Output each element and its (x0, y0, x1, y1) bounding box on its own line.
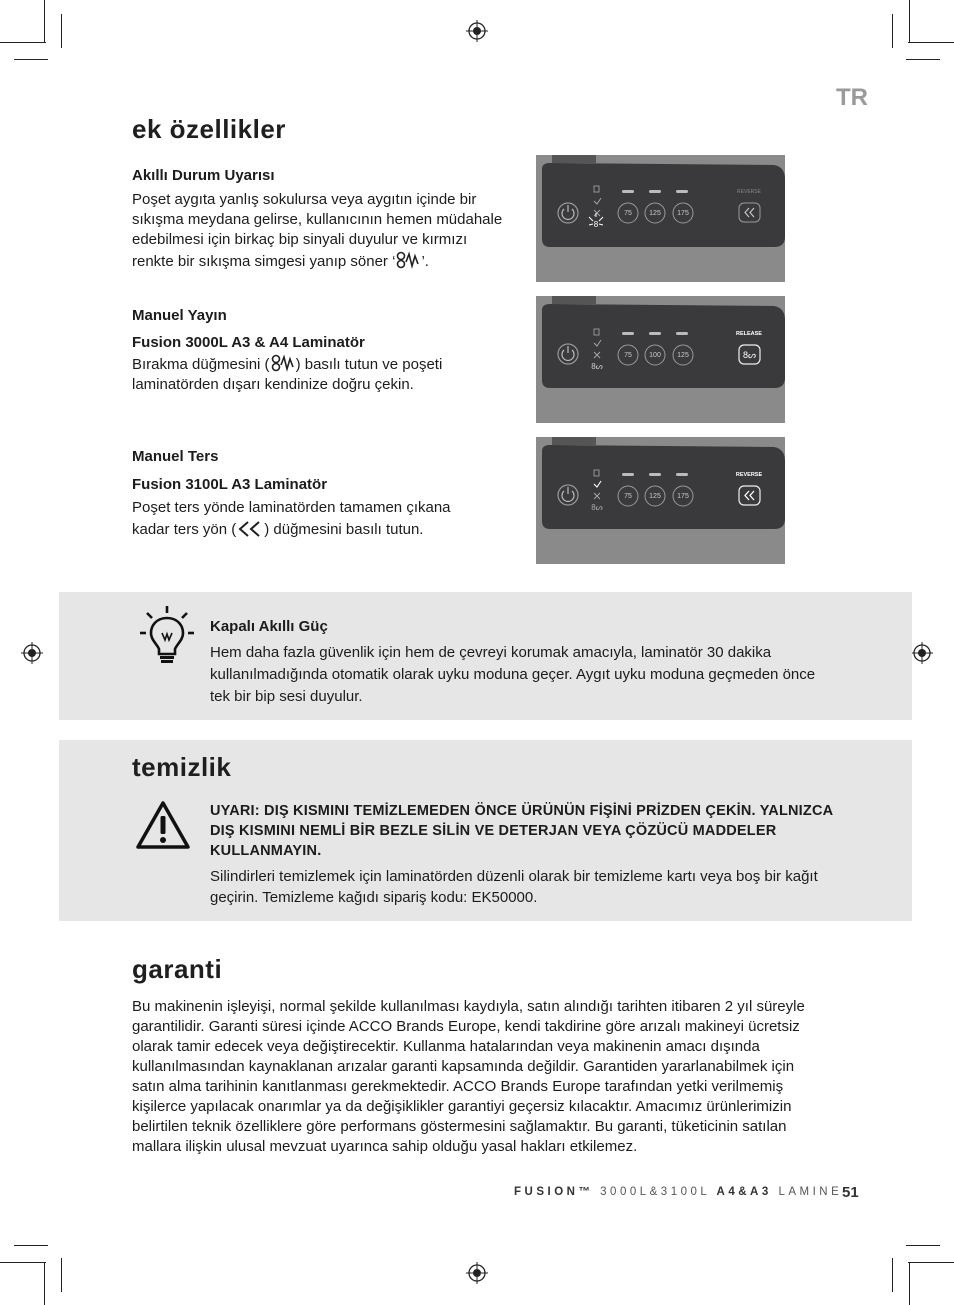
section-title-warranty: garanti (132, 954, 223, 984)
temp-label: 175 (677, 493, 689, 500)
manual-release-heading: Manuel Yayın (132, 307, 227, 324)
manual-reverse-text (132, 497, 477, 541)
footer-model: 3000L&3100L (593, 1186, 717, 1198)
right-label: REVERSE (737, 189, 761, 195)
language-tag: TR (836, 84, 868, 111)
temp-label: 125 (677, 352, 689, 359)
crop-mark (908, 1262, 954, 1263)
control-panel-image-3 (536, 437, 785, 564)
release-button-symbol: 8ᔕ (742, 350, 757, 360)
footer-sizes: A4&A3 (716, 1186, 772, 1198)
smart-power-off-text: Hem daha fazla güvenlik için hem de çevreyi korumak amacıyla, laminatör 30 dakika kullanılmadığında otomatik olarak uyku moduna geçer. Aygıt uyku moduna geçmeden önce tek bir bip sesi duyulur. (210, 644, 816, 705)
release-icon (270, 353, 296, 373)
jam-indicator-symbol: 8ᔕ (591, 503, 603, 512)
manual-release-text-a: Bırakma düğmesini ( (132, 356, 270, 373)
temp-label: 100 (649, 352, 661, 359)
jam-indicator-symbol: 8 (593, 220, 599, 229)
crop-mark (44, 0, 45, 42)
section-title-cleaning: temizlik (132, 752, 232, 782)
crop-mark (61, 14, 62, 48)
manual-reverse-heading: Manuel Ters (132, 448, 219, 465)
crop-mark (906, 59, 940, 60)
smart-status-text-a: Poşet aygıta yanlış sokulursa veya aygıtın içinde bir sıkışma meydana gelirse, kullanıcının hemen müdahale edebilmesi için birkaç bip sinyali duyulur ve kırmızı renkte bir sıkışma simgesi yanıp söner ‘ (132, 191, 503, 270)
footer-brand: FUSION™ (514, 1186, 594, 1198)
crop-mark (61, 1258, 62, 1292)
temp-label: 75 (624, 210, 632, 217)
right-label: RELEASE (736, 331, 762, 337)
registration-mark-icon (466, 20, 488, 42)
smart-status-text-b: ’. (421, 253, 429, 270)
temp-label: 75 (624, 352, 632, 359)
smart-status-text (132, 190, 512, 272)
warranty-text: Bu makinenin işleyişi, normal şekilde kullanılması kaydıyla, satın alındığı tarihten itibaren 2 yıl süreyle garantilidir. Garanti süresi içinde ACCO Brands Europe, kendi takdirine göre arızalı makineyi ücretsiz olarak tamir edecek veya değiştirecektir. Kullanma hatalarından veya makinenin amacı dışında kullanılmasından kaynaklanan arızalar garanti kapsamında değildir. Garantiden yararlanabilmek için satın alma tarihinin kanıtlanması gerekmektedir. ACCO Brands Europe tarafından yetki verilmemiş kişilerce yapılacak onarımlar ya da değişiklikler garantiyi geçersiz kılacaktır. Amacımız ürünlerimizin belirtilen teknik özelliklere göre performans göstermesini sağlamaktır. Bu garanti, tüketicinin satılan mallara ilişkin ulusal mevzuat uyarınca sahip olduğu yasal hakları etkilemez. (132, 998, 805, 1155)
reverse-icon (236, 520, 264, 538)
registration-mark-icon (466, 1262, 488, 1284)
crop-mark (0, 1262, 46, 1263)
smart-status-heading: Akıllı Durum Uyarısı (132, 167, 275, 184)
cleaning-warning: UYARI: DIŞ KISMINI TEMİZLEMEDEN ÖNCE ÜRÜNÜN FİŞİNİ PRİZDEN ÇEKİN. YALNIZCA DIŞ KISMINI NEMLİ BİR BEZLE SİLİN VE DETERJAN VEYA ÇÖZÜCÜ MADDELER KULLANMAYIN. (210, 803, 833, 859)
crop-mark (908, 42, 954, 43)
footer-word: LAMINE (771, 1186, 843, 1198)
crop-mark (14, 59, 48, 60)
jam-indicator-symbol: 8ᔕ (591, 362, 603, 371)
smart-power-off-heading: Kapalı Akıllı Güç (210, 618, 328, 635)
temp-label: 125 (649, 493, 661, 500)
lightbulb-icon (138, 604, 196, 666)
crop-mark (909, 1262, 910, 1305)
crop-mark (44, 1262, 45, 1305)
manual-release-subheading: Fusion 3000L A3 & A4 Laminatör (132, 334, 365, 351)
crop-mark (0, 42, 46, 43)
manual-release-text-b: ) basılı tutun ve poşeti laminatörden dışarı kendinize doğru çekin. (132, 356, 443, 393)
jam-icon (395, 250, 421, 270)
manual-reverse-text-a: Poşet ters yönde laminatörden tamamen çıkana kadar ters yön ( (132, 499, 451, 538)
section-title-features: ek özellikler (132, 114, 286, 144)
registration-mark-icon (911, 642, 933, 664)
control-panel-image-2 (536, 296, 785, 423)
manual-reverse-text-b: ) düğmesini basılı tutun. (264, 521, 424, 538)
page-number: 51 (842, 1184, 859, 1201)
temp-label: 175 (677, 210, 689, 217)
crop-mark (892, 1258, 893, 1292)
registration-mark-icon (21, 642, 43, 664)
temp-label: 125 (649, 210, 661, 217)
crop-mark (892, 14, 893, 48)
manual-release-text (132, 353, 472, 395)
crop-mark (909, 0, 910, 42)
footer-product-line (514, 1186, 842, 1198)
cleaning-text: Silindirleri temizlemek için laminatörden düzenli olarak bir temizleme kartı veya boş bir kağıt geçirin. Temizleme kağıdı sipariş kodu: EK50000. (210, 868, 818, 906)
right-label: REVERSE (735, 472, 763, 478)
crop-mark (906, 1245, 940, 1246)
temp-label: 75 (624, 493, 632, 500)
warning-triangle-icon (135, 800, 191, 850)
control-panel-image-1 (536, 155, 785, 282)
crop-mark (14, 1245, 48, 1246)
manual-reverse-subheading: Fusion 3100L A3 Laminatör (132, 476, 328, 493)
